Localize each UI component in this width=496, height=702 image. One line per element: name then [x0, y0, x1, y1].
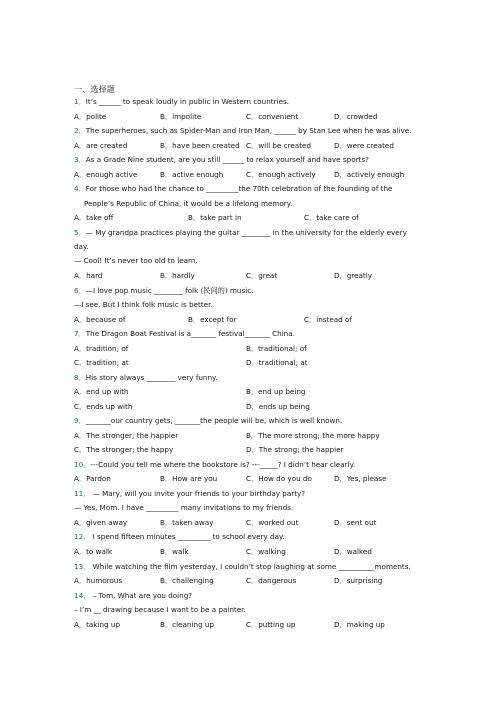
- question-number: 9．: [74, 416, 86, 425]
- option-d[interactable]: D．Yes, please: [334, 474, 387, 483]
- question-text: I spend fifteen minutes _________ to school every day.: [90, 532, 285, 541]
- question-text: As a Grade Nine student, are you still ______ to relax yourself and have sports?: [85, 155, 369, 164]
- option-b[interactable]: B．impolite: [160, 112, 202, 121]
- question-text: While watching the film yesterday, I couldn’t stop laughing at some __________moments.: [90, 562, 411, 571]
- option-a[interactable]: A．given away: [74, 518, 128, 527]
- question-number: 14．: [74, 591, 91, 600]
- option-c[interactable]: C．will be created: [246, 141, 312, 150]
- option-b[interactable]: B．have been created: [160, 141, 240, 150]
- question-13-stem: [74, 562, 476, 572]
- question-text: The Dragon Boat Festival is a_______ festival_______ China.: [85, 329, 295, 338]
- option-b[interactable]: B．end up being: [246, 387, 306, 396]
- question-number: 1．: [74, 97, 86, 106]
- option-d[interactable]: D．crowded: [334, 112, 378, 121]
- option-b[interactable]: B．active enough: [160, 170, 224, 179]
- option-d[interactable]: D．actively enough: [334, 170, 405, 179]
- option-c[interactable]: C．take care of: [304, 213, 359, 222]
- option-a[interactable]: A．to walk: [74, 547, 113, 556]
- option-d[interactable]: D．ends up being: [246, 402, 310, 411]
- question-5-stem-continued: day.: [74, 242, 89, 251]
- question-4-stem: [74, 184, 476, 194]
- question-text: — Mary, will you invite your friends to your birthday party?: [90, 489, 306, 498]
- question-11-stem: [74, 489, 476, 499]
- option-d[interactable]: D．greatly: [334, 271, 372, 280]
- question-14-stem: [74, 591, 476, 601]
- option-d[interactable]: D．were created: [334, 141, 394, 150]
- option-a[interactable]: A．end up with: [74, 387, 129, 396]
- question-number: 3．: [74, 155, 86, 164]
- option-a[interactable]: A．take off: [74, 213, 114, 222]
- question-11-reply: — Yes, Mom. I have _________ many invitations to my friends.: [74, 503, 294, 512]
- question-8-stem: [74, 373, 476, 383]
- option-c[interactable]: C．putting up: [246, 620, 296, 629]
- question-number: 4．: [74, 184, 86, 193]
- question-9-stem: [74, 416, 476, 426]
- option-d[interactable]: D．surprising: [334, 576, 383, 585]
- option-b[interactable]: B．How are you: [160, 474, 218, 483]
- question-4-stem-continued: People’s Republic of China, it would be a lifelong memory.: [84, 199, 293, 208]
- option-a[interactable]: A．taking up: [74, 620, 121, 629]
- option-c[interactable]: C．instead of: [304, 315, 352, 324]
- option-d[interactable]: D．traditional; at: [246, 358, 308, 367]
- option-b[interactable]: B．walk: [160, 547, 189, 556]
- question-text: — My grandpa practices playing the guitar ________ in the university for the elderly every: [85, 228, 407, 237]
- question-5-reply: — Cool! It’s never too old to learn.: [74, 256, 198, 265]
- option-a[interactable]: A．tradition; of: [74, 344, 129, 353]
- question-7-stem: [74, 329, 476, 339]
- option-a[interactable]: A．because of: [74, 315, 126, 324]
- option-a[interactable]: A．Pardon: [74, 474, 111, 483]
- question-number: 11．: [74, 489, 91, 498]
- question-number: 5．: [74, 228, 86, 237]
- option-a[interactable]: A．The stronger; the happier: [74, 431, 179, 440]
- option-c[interactable]: C．dangerous: [246, 576, 297, 585]
- question-6-stem: [74, 286, 476, 296]
- question-number: 6．: [74, 286, 86, 295]
- question-10-stem: [74, 460, 476, 470]
- question-text: His story always ________ very funny.: [85, 373, 218, 382]
- option-b[interactable]: B．The more strong; the more happy: [246, 431, 380, 440]
- question-14-reply: – I’m __ drawing because I want to be a painter.: [74, 605, 246, 614]
- question-text: ---Could you tell me where the bookstore is? ---_____? I didn’t hear clearly.: [90, 460, 356, 469]
- option-c[interactable]: C．great: [246, 271, 278, 280]
- option-a[interactable]: A．enough active: [74, 170, 138, 179]
- option-a[interactable]: A．hard: [74, 271, 103, 280]
- option-b[interactable]: B．taken away: [160, 518, 214, 527]
- option-c[interactable]: C．tradition; at: [74, 358, 129, 367]
- question-5-stem: [74, 228, 476, 238]
- option-d[interactable]: D．The strong; the happier: [246, 445, 344, 454]
- option-b[interactable]: B．traditional; of: [246, 344, 307, 353]
- section-title: 一、选择题: [74, 84, 115, 94]
- option-c[interactable]: C．How do you do: [246, 474, 312, 483]
- option-c[interactable]: C．worked out: [246, 518, 299, 527]
- question-6-reply: —I see. But I think folk music is better.: [74, 300, 213, 309]
- question-1-stem: [74, 97, 476, 107]
- question-text: _______our country gets, _______the people will be, which is well known.: [85, 416, 343, 425]
- question-number: 7．: [74, 329, 86, 338]
- question-number: 8．: [74, 373, 86, 382]
- option-b[interactable]: B．hardly: [160, 271, 195, 280]
- option-b[interactable]: B．cleaning up: [160, 620, 214, 629]
- question-number: 2．: [74, 126, 86, 135]
- option-a[interactable]: A．humorous: [74, 576, 123, 585]
- option-d[interactable]: D．making up: [334, 620, 385, 629]
- option-b[interactable]: B．except for: [188, 315, 237, 324]
- option-d[interactable]: D．walked: [334, 547, 372, 556]
- question-number: 12．: [74, 532, 91, 541]
- question-number: 10．: [74, 460, 91, 469]
- question-text: It’s ______ to speak loudly in public in Western countries.: [85, 97, 290, 106]
- option-c[interactable]: C．The stronger; the happy: [74, 445, 174, 454]
- question-2-stem: [74, 126, 476, 136]
- question-number: 13．: [74, 562, 91, 571]
- option-a[interactable]: A．are created: [74, 141, 128, 150]
- question-text: The superheroes, such as Spider-Man and Iron Man, ______ by Stan Lee when he was alive.: [85, 126, 412, 135]
- question-3-stem: [74, 155, 476, 165]
- option-d[interactable]: D．sent out: [334, 518, 377, 527]
- question-text: For those who had the chance to _________the 70th celebration of the founding of the: [85, 184, 393, 193]
- option-c[interactable]: C．convenient: [246, 112, 299, 121]
- option-c[interactable]: C．enough actively: [246, 170, 316, 179]
- option-a[interactable]: A．polite: [74, 112, 107, 121]
- option-b[interactable]: B．challenging: [160, 576, 214, 585]
- option-c[interactable]: C．ends up with: [74, 402, 133, 411]
- question-text: – Tom, What are you doing?: [90, 591, 193, 600]
- question-text: —I love pop music ________ folk (民间的) music.: [85, 286, 254, 295]
- question-12-stem: [74, 532, 476, 542]
- option-c[interactable]: C．walking: [246, 547, 286, 556]
- option-b[interactable]: B．take part in: [188, 213, 242, 222]
